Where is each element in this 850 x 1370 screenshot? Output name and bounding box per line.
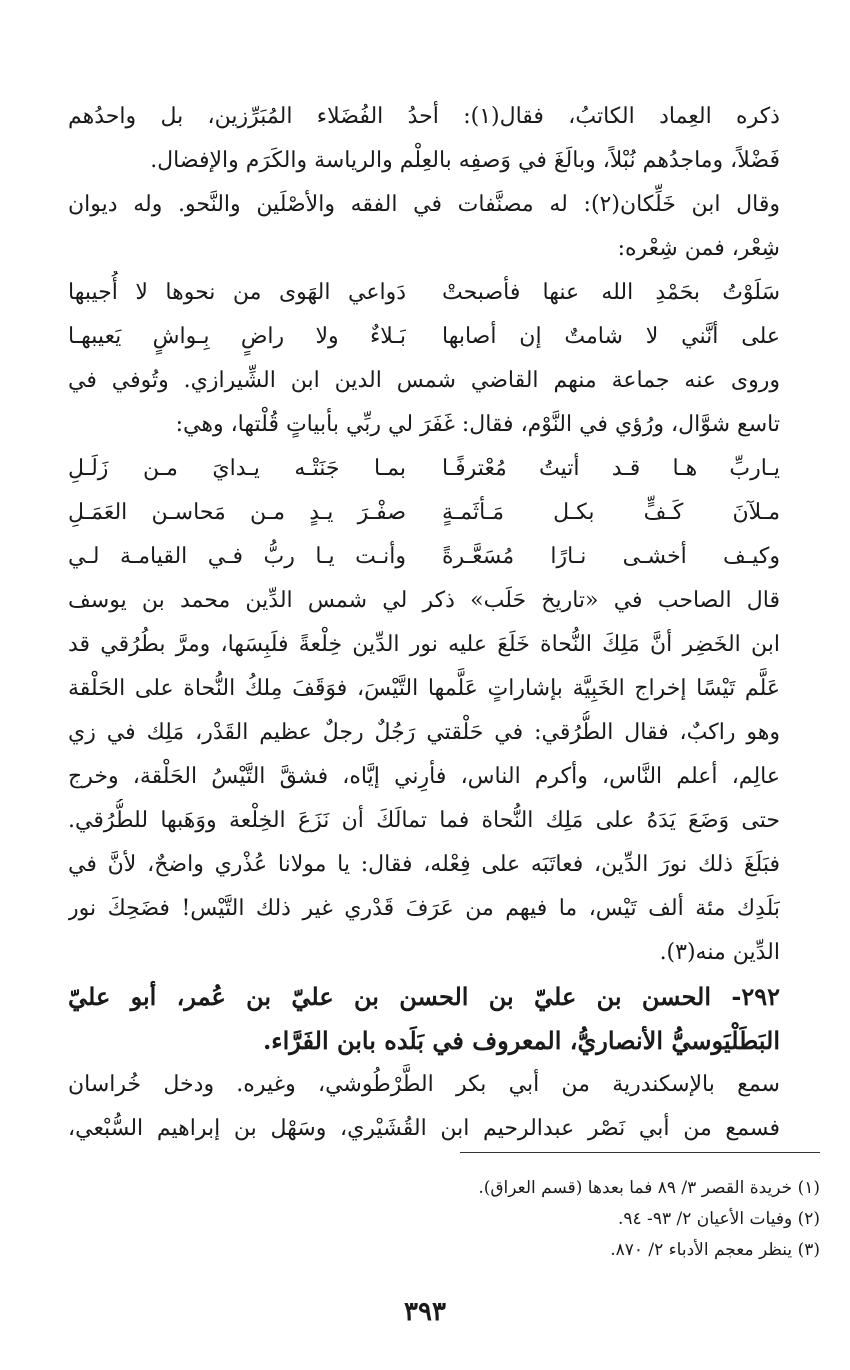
body-line: شِعْر، فمن شِعْره: — [617, 236, 780, 261]
poem-verse — [68, 491, 780, 535]
entry-heading: ٢٩٢- الحسن بن عليّ بن الحسن بن عليّ بن عُمر، أبو عليّ — [68, 982, 780, 1011]
body-line: الدِّين منه(٣). — [659, 940, 780, 965]
body-line: فبَلَغَ ذلك نورَ الدِّين، فعاتَبَه على فِعْله، فقال: يا مولانا عُذْري واضحٌ، لأنَّ في — [68, 852, 780, 877]
entry-heading: البَطَلْيَوسيُّ الأنصاريُّ، المعروف في بَلَده بابن الفَرَّاء. — [262, 1026, 780, 1055]
verse-first-hemistich: يـاربِّ هـا قـد أتيتُ مُعْترفًـا — [442, 456, 780, 481]
poem-verse — [68, 535, 780, 579]
body-line: تاسع شوَّال، ورُؤي في النَّوْم، فقال: غَفَرَ لي ربِّي بأبياتٍ قُلْتها، وهي: — [175, 412, 780, 437]
verse-first-hemistich: مـلآنَ كَـفٍّ بكـل مَـأثَمـةٍ — [442, 500, 780, 525]
verse-second-hemistich: وأنـت يـا ربُّ فـي القيامـة لـي — [68, 544, 406, 569]
verse-first-hemistich: وكيـف أخشـى نـارًا مُسَعَّـرةً — [442, 544, 780, 569]
verse-first-hemistich: على أنَّني لا شامتٌ إن أصابها — [442, 324, 780, 349]
body-line: ابن الخَضِر أنَّ مَلِكَ النُّحاة خَلَعَ عليه نور الدِّين خِلْعةً فلَبِسَها، ومرَّ بطُرُقي قد — [68, 632, 780, 657]
body-line: سمع بالإسكندرية من أبي بكر الطَّرْطُوشي، وغيره. ودخل خُراسان — [68, 1072, 780, 1097]
body-line: عالِم، أعلم النَّاس، وأكرم الناس، فأرِني إيَّاه، فشقَّ التَّيْسُ الحَلْقة، وخرج — [68, 764, 780, 789]
verse-second-hemistich: صفْـرَ يـدٍ مـن مَحاسـن العَمَـلِ — [68, 500, 406, 525]
poem-verse — [68, 447, 780, 491]
page-number: ٣٩٣ — [404, 1297, 446, 1327]
verse-second-hemistich: دَواعي الهَوى من نحوها لا أُجيبها — [68, 280, 406, 305]
poem-verse — [68, 315, 780, 359]
body-line: فَضْلاً، وماجدُهم نُبْلاً، وبالَغَ في وَصفِه بالعِلْم والرياسة والكَرَم والإفضال. — [150, 148, 780, 173]
footnote: (١) خريدة القصر ٣/ ٨٩ فما بعدها (قسم العراق). — [478, 1178, 820, 1198]
body-line: عَلَّم تَيْسًا إخراج الخَبِيَّة بإشاراتٍ عَلَّمها التَّيْسَ، فوَقَفَ مِلكُ النُّحاة على الحَلْقة — [68, 676, 780, 701]
body-line: وهو راكبٌ، فقال الطُّرُقي: في حَلْقتي رَجُلٌ رجلٌ عظيم القَدْر، مَلِك في زي — [68, 720, 780, 745]
footnote: (٣) ينظر معجم الأدباء ٢/ ٨٧٠. — [610, 1240, 820, 1260]
verse-first-hemistich: سَلَوْتُ بحَمْدِ الله عنها فأصبحتْ — [442, 280, 780, 305]
footnote-separator — [460, 1152, 820, 1153]
body-line: وقال ابن خَلِّكان(٢): له مصنَّفات في الفقه والأصْلَين والنَّحو. وله ديوان — [68, 192, 780, 217]
body-line: قال الصاحب في «تاريخ حَلَب» ذكر لي شمس الدِّين محمد بن يوسف — [68, 588, 780, 613]
body-line: حتى وَضَعَ يَدَهُ على مَلِك النُّحاة فما تمالَكَ أن نَزَعَ الخِلْعة ووَهَبها للطُّرُقي. — [68, 808, 780, 833]
verse-second-hemistich: بَـلاءٌ ولا راضٍ بِـواشٍ يَعيبهـا — [68, 324, 406, 349]
body-line: وروى عنه جماعة منهم القاضي شمس الدين ابن الشِّيرازي. وتُوفي في — [68, 368, 780, 393]
verse-second-hemistich: بمـا جَنَتْـه يـدايَ مـن زَلَـلِ — [68, 456, 406, 481]
body-line: ذكره العِماد الكاتبُ، فقال(١): أحدُ الفُضَلاء المُبَرِّزين، بل واحدُهم — [68, 104, 780, 129]
poem-verse — [68, 271, 780, 315]
body-line: بَلَدِك مئة ألف تَيْس، ما فيهم من عَرَفَ قَدْري غير ذلك التَّيْس! فضَحِكَ نور — [68, 896, 780, 921]
footnote: (٢) وفيات الأعيان ٢/ ٩٣- ٩٤. — [617, 1209, 820, 1229]
body-line: فسمع من أبي نَصْر عبدالرحيم ابن القُشَيْري، وسَهْل بن إبراهيم السُّبْعي، — [68, 1116, 780, 1141]
